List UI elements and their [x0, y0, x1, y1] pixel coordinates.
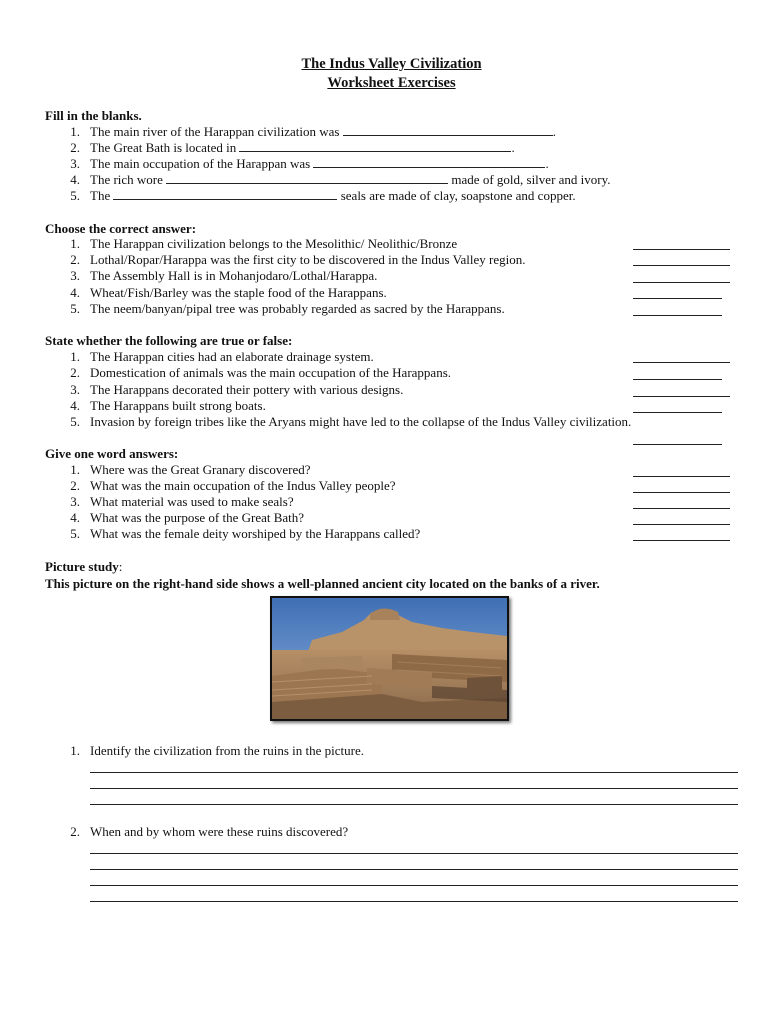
item-text-after: seals are made of clay, soapstone and copper. [340, 188, 576, 203]
fill-blank-item [0, 188, 768, 204]
item-text-before: The main occupation of the Harappan was [90, 156, 311, 171]
item-text: What material was used to make seals? [90, 494, 294, 509]
item-number: 1. [70, 124, 80, 139]
true-false-heading: State whether the following are true or false: [45, 333, 293, 348]
answer-blank[interactable] [166, 172, 448, 184]
item-number: 3. [70, 494, 80, 509]
picture-study-heading [45, 559, 122, 575]
item-number: 5. [70, 188, 80, 203]
item-text: What was the purpose of the Great Bath? [90, 510, 305, 525]
ruins-photo [270, 596, 509, 721]
answer-line[interactable] [633, 265, 730, 266]
writing-line[interactable] [90, 788, 738, 789]
item-number: 3. [70, 382, 80, 397]
item-text: Lothal/Ropar/Harappa was the first city to be discovered in the Indus Valley region. [90, 252, 526, 267]
writing-line[interactable] [90, 901, 738, 902]
item-text: The Harappans built strong boats. [90, 398, 266, 413]
item-text: The Harappan civilization belongs to the Mesolithic/ Neolithic/Bronze [90, 236, 458, 251]
fill-blank-item [0, 124, 768, 140]
item-number: 3. [70, 156, 80, 171]
fill-blank-item [0, 140, 768, 156]
item-text: What was the female deity worshiped by the Harappans called? [90, 526, 421, 541]
item-text-before: The main river of the Harappan civilization was [90, 124, 340, 139]
item-number: 2. [70, 365, 80, 380]
item-text [90, 188, 576, 204]
picture-study-colon: : [118, 559, 123, 574]
choose-heading: Choose the correct answer: [45, 221, 197, 236]
item-text: The Assembly Hall is in Mohanjodaro/Lothal/Harappa. [90, 268, 378, 283]
one-word-heading: Give one word answers: [45, 446, 179, 461]
item-number: 4. [70, 172, 80, 187]
item-text: The Harappan cities had an elaborate drainage system. [90, 349, 374, 364]
fill-blank-item [0, 156, 768, 172]
writing-line[interactable] [90, 885, 738, 886]
answer-line[interactable] [633, 249, 730, 250]
item-text: Identify the civilization from the ruins in the picture. [90, 743, 365, 758]
item-text: Domestication of animals was the main occupation of the Harappans. [90, 365, 452, 380]
item-text: Where was the Great Granary discovered? [90, 462, 311, 477]
item-text: Invasion by foreign tribes like the Aryans might have led to the collapse of the Indus Valley civilization. [90, 414, 632, 429]
item-number: 2. [70, 478, 80, 493]
ruins-photo-image [272, 598, 507, 719]
item-number: 1. [70, 462, 80, 477]
true-false-item [0, 414, 768, 430]
item-text-before: The [90, 188, 111, 203]
worksheet-subtitle: Worksheet Exercises [327, 75, 456, 91]
item-text: The neem/banyan/pipal tree was probably regarded as sacred by the Harappans. [90, 301, 505, 316]
answer-line[interactable] [633, 282, 730, 283]
item-number: 4. [70, 285, 80, 300]
item-text-after: . [511, 140, 515, 155]
answer-line[interactable] [633, 524, 730, 525]
item-number: 2. [70, 824, 80, 839]
item-text-after: . [545, 156, 549, 171]
item-text-before: The Great Bath is located in [90, 140, 237, 155]
item-text [90, 156, 549, 172]
answer-blank[interactable] [113, 188, 337, 200]
answer-line[interactable] [633, 508, 730, 509]
item-text [90, 140, 515, 156]
answer-line[interactable] [633, 476, 730, 477]
item-text: When and by whom were these ruins discovered? [90, 824, 349, 839]
answer-line[interactable] [633, 444, 722, 445]
item-text [90, 172, 611, 188]
picture-question [0, 743, 768, 759]
item-number: 2. [70, 140, 80, 155]
item-text: The Harappans decorated their pottery with various designs. [90, 382, 404, 397]
item-number: 5. [70, 414, 80, 429]
picture-question [0, 824, 768, 840]
item-number: 1. [70, 743, 80, 758]
answer-blank[interactable] [343, 124, 553, 136]
item-number: 1. [70, 349, 80, 364]
item-text-after: . [552, 124, 556, 139]
picture-study-description: This picture on the right-hand side shows a well-planned ancient city located on the banks of a river. [45, 576, 600, 591]
answer-line[interactable] [633, 379, 722, 380]
answer-line[interactable] [633, 540, 730, 541]
item-text: What was the main occupation of the Indus Valley people? [90, 478, 396, 493]
answer-line[interactable] [633, 298, 722, 299]
writing-line[interactable] [90, 772, 738, 773]
writing-line[interactable] [90, 804, 738, 805]
fill-blank-item [0, 172, 768, 188]
item-text-before: The rich wore [90, 172, 163, 187]
answer-line[interactable] [633, 315, 722, 316]
item-text: Wheat/Fish/Barley was the staple food of the Harappans. [90, 285, 387, 300]
picture-study-label: Picture study [45, 559, 119, 574]
answer-line[interactable] [633, 412, 722, 413]
item-number: 3. [70, 268, 80, 283]
writing-line[interactable] [90, 869, 738, 870]
item-text [90, 124, 556, 140]
answer-line[interactable] [633, 492, 730, 493]
item-text-after: made of gold, silver and ivory. [451, 172, 611, 187]
item-number: 1. [70, 236, 80, 251]
answer-line[interactable] [633, 396, 730, 397]
answer-line[interactable] [633, 362, 730, 363]
item-number: 2. [70, 252, 80, 267]
item-number: 4. [70, 398, 80, 413]
item-number: 4. [70, 510, 80, 525]
item-number: 5. [70, 301, 80, 316]
writing-line[interactable] [90, 853, 738, 854]
fill-blanks-heading: Fill in the blanks. [45, 108, 142, 123]
item-number: 5. [70, 526, 80, 541]
answer-blank[interactable] [313, 156, 545, 168]
answer-blank[interactable] [239, 140, 511, 152]
worksheet-title: The Indus Valley Civilization [301, 56, 482, 72]
